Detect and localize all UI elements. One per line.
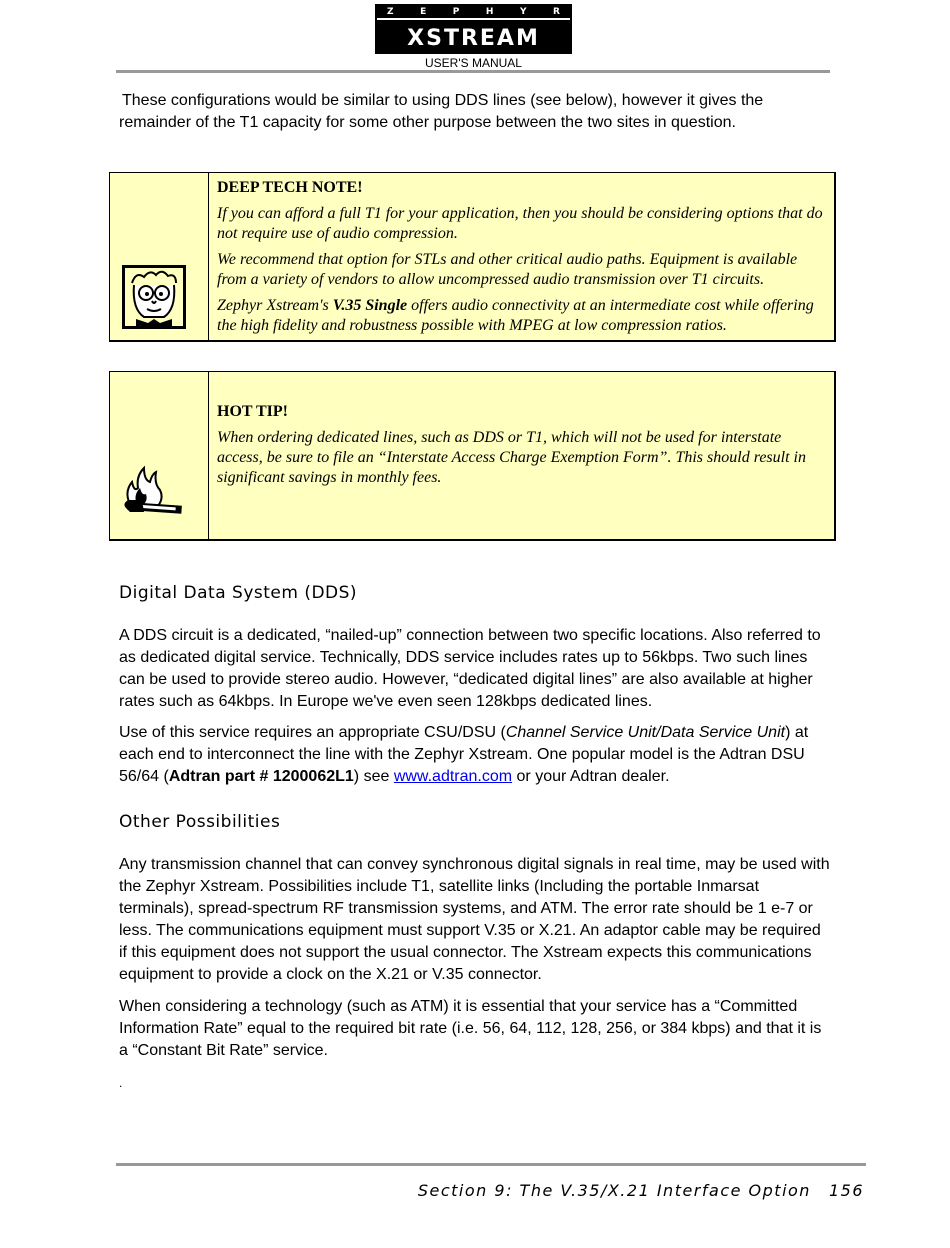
hot-tip-box	[109, 371, 836, 541]
cartoon-face-icon	[122, 265, 186, 329]
deep-tech-note-paragraph	[217, 296, 824, 336]
logo-letter: E	[420, 7, 427, 17]
logo-letter: R	[553, 7, 560, 17]
page-footer	[418, 1181, 864, 1200]
deep-tech-note-title: DEEP TECH NOTE!	[217, 179, 363, 196]
header-divider	[116, 70, 830, 73]
hot-tip-content	[217, 402, 824, 494]
hot-tip-paragraph: When ordering dedicated lines, such as DDS or T1, which will not be used for interstate access, be sure to file an “Interstate Access Charge Exemption Form”. This should result in significant savings in monthly fees.	[217, 429, 806, 486]
dds-section-heading: Digital Data System (DDS)	[119, 583, 358, 603]
intro-paragraph: These configurations would be similar to using DDS lines (see below), however it gives the remainder of the T1 capacity for some other purpose between the two sites in question.	[119, 92, 764, 131]
adtran-part-number: Adtran part # 1200062L1	[168, 768, 354, 785]
deep-tech-note-box	[109, 172, 836, 342]
text-run: or your Adtran dealer.	[512, 768, 670, 785]
burning-match-icon	[122, 464, 186, 520]
trailing-dot: .	[119, 1076, 123, 1090]
page-number: 156	[828, 1181, 864, 1200]
logo-letter: P	[452, 7, 460, 17]
users-manual-label: USER'S MANUAL	[425, 56, 522, 70]
other-paragraph-2: When considering a technology (such as ATM) it is essential that your service has a “Committed Information Rate” equal to the required bit rate (i.e. 56, 64, 112, 128, 256, or 384 kbps) and that it is a “Constant Bit Rate” service.	[119, 998, 822, 1059]
logo-letter: Y	[519, 7, 527, 17]
hot-tip-title: HOT TIP!	[217, 403, 288, 420]
zephyr-xstream-logo	[375, 4, 572, 54]
dds-paragraph-2	[119, 722, 831, 788]
v35-single-emphasis: V.35 Single	[332, 297, 408, 314]
other-possibilities-heading: Other Possibilities	[119, 812, 281, 832]
dds-paragraph-1: A DDS circuit is a dedicated, “nailed-up” connection between two specific locations. Also referred to as dedicated digital service. Technically, DDS service includes rates up to 56kbps. Two such lines can be used to provide stereo audio. However, “dedicated digital lines” are also available at higher rates such as 64kbps. In Europe we've even seen 128kbps dedicated lines.	[119, 627, 821, 710]
logo-xstream-text: XSTREAM	[407, 26, 540, 51]
logo-zephyr-strip	[377, 6, 570, 20]
note-icon-cell	[110, 372, 209, 539]
text-run: ) see	[353, 768, 394, 785]
text-run: ) at each end to interconnect the line with the Zephyr Xstream. One popular model is the Adtran DSU 56/64 (	[119, 724, 809, 785]
logo-letter: Z	[387, 7, 394, 17]
csu-dsu-expansion: Channel Service Unit/Data Service Unit	[505, 724, 786, 741]
deep-tech-note-content	[217, 178, 824, 342]
footer-divider	[116, 1163, 866, 1166]
text-run: offers audio connectivity at an intermediate cost while offering the high fidelity and robustness possible with MPEG at low compression ratios.	[217, 297, 814, 334]
deep-tech-note-paragraph: We recommend that option for STLs and other critical audio paths. Equipment is available from a variety of vendors to allow uncompressed audio transmission over T1 circuits.	[217, 251, 798, 288]
deep-tech-note-paragraph: If you can afford a full T1 for your application, then you should be considering options that do not require use of audio compression.	[217, 205, 823, 242]
other-paragraph-1: Any transmission channel that can convey synchronous digital signals in real time, may be used with the Zephyr Xstream. Possibilities include T1, satellite links (Including the portable Inmarsat terminals), spread-spectrum RF transmission systems, and ATM. The error rate should be 1 e-7 or less. The communications equipment must support V.35 or X.21. An adaptor cable may be required if this equipment does not support the usual connector. The Xstream expects this communications equipment to provide a clock on the X.21 or V.35 connector.	[119, 856, 830, 983]
text-run: Use of this service requires an appropriate CSU/DSU (	[119, 724, 506, 741]
footer-section-title: Section 9: The V.35/X.21 Interface Option	[417, 1181, 811, 1200]
logo-letter: H	[485, 7, 494, 17]
text-run: Zephyr Xstream's	[217, 297, 333, 314]
adtran-link[interactable]: www.adtran.com	[393, 768, 513, 785]
note-icon-cell	[110, 173, 209, 340]
